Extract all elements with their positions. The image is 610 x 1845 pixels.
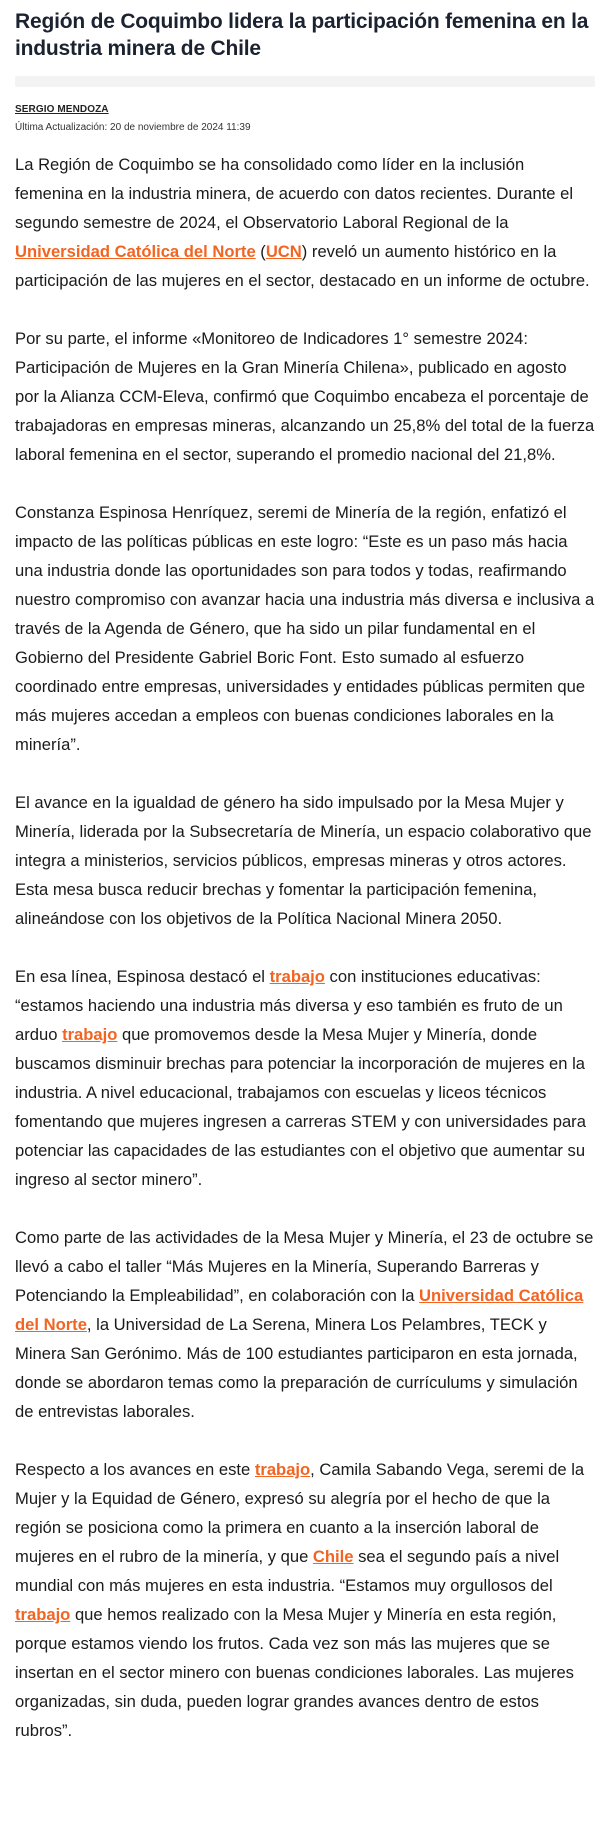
paragraph-3: Constanza Espinosa Henríquez, seremi de Minería de la región, enfatizó el impacto de las políticas públicas en este logro: “Este es un paso más hacia una industria donde las oportunidades son para todos y todas, reafirmando nuestro compromiso con avanzar hacia una industria más diversa e inclusiva a través de la Agenda de Género, que ha sido un pilar fundamental en el Gobierno del Presidente Gabriel Boric Font. Esto sumado al esfuerzo coordinado entre empresas, universidades y entidades públicas permiten que más mujeres accedan a empleos con buenas condiciones laborales en la minería”.	[15, 503, 595, 754]
paragraph-text: Como parte de las actividades de la Mesa Mujer y Minería, el 23 de octubre se llevó a cabo el taller “Más Mujeres en la Minería, Superando Barreras y Potenciando la Empleabilidad”, en colaboración con la	[15, 1228, 594, 1305]
link-trabajo[interactable]: trabajo	[62, 1025, 118, 1044]
paragraph-7	[15, 1455, 595, 1745]
author-link[interactable]: SERGIO MENDOZA	[15, 104, 109, 115]
link-ucn[interactable]: UCN	[265, 242, 302, 261]
last-updated: Última Actualización: 20 de noviembre de 2024 11:39	[15, 122, 251, 133]
paragraph-1	[15, 150, 595, 295]
paragraph-text: , Camila Sabando Vega, seremi de la Mujer y la Equidad de Género, expresó su alegría por el hecho de que la región se posiciona como la primera en cuanto a la inserción laboral de mujeres en el rubro de la minería, y que	[15, 1460, 585, 1566]
paragraph-6	[15, 1223, 595, 1426]
paragraph-text: La Región de Coquimbo se ha consolidado como líder en la inclusión femenina en la industria minera, de acuerdo con datos recientes. Durante el segundo semestre de 2024, el Observatorio Laboral Regional de la	[15, 155, 574, 232]
article-title: Región de Coquimbo lidera la participación femenina en la industria minera de Chile	[15, 10, 589, 60]
title-divider	[15, 76, 595, 87]
link-chile[interactable]: Chile	[312, 1547, 354, 1566]
paragraph-2: Por su parte, el informe «Monitoreo de Indicadores 1° semestre 2024: Participación de Mujeres en la Gran Minería Chilena», publicado en agosto por la Alianza CCM-Eleva, confirmó que Coquimbo encabeza el porcentaje de trabajadoras en empresas mineras, alcanzando un 25,8% del total de la fuerza laboral femenina en el sector, superando el promedio nacional del 21,8%.	[15, 329, 595, 464]
paragraph-text: que promovemos desde la Mesa Mujer y Minería, donde buscamos disminuir brechas para potenciar la incorporación de mujeres en la industria. A nivel educacional, trabajamos con escuelas y liceos técnicos fomentando que mujeres ingresen a carreras STEM y con universidades para potenciar las capacidades de las estudiantes con el objetivo que aumentar su ingreso al sector minero”.	[15, 1025, 586, 1189]
paragraph-text: , la Universidad de La Serena, Minera Los Pelambres, TECK y Minera San Gerónimo. Más de 100 estudiantes participaron en esta jornada, donde se abordaron temas como la preparación de currículums y simulación de entrevistas laborales.	[15, 1315, 578, 1421]
paragraph-5	[15, 962, 595, 1194]
paragraph-text: que hemos realizado con la Mesa Mujer y Minería en esta región, porque estamos viendo los frutos. Cada vez son más las mujeres que se insertan en el sector minero con buenas condiciones laborales. Las mujeres organizadas, sin duda, pueden lograr grandes avances dentro de estos rubros”.	[15, 1605, 574, 1740]
paragraph-4: El avance en la igualdad de género ha sido impulsado por la Mesa Mujer y Minería, liderada por la Subsecretaría de Minería, un espacio colaborativo que integra a ministerios, servicios públicos, empresas mineras y otros actores. Esta mesa busca reducir brechas y fomentar la participación femenina, alineándose con los objetivos de la Política Nacional Minera 2050.	[15, 793, 592, 928]
article-body	[15, 150, 595, 1745]
link-universidad-catolica-del-norte[interactable]: Universidad Católica del Norte	[15, 1286, 584, 1334]
paragraph-text: con instituciones educativas: “estamos haciendo una industria más diversa y eso también es fruto de un arduo	[15, 967, 563, 1044]
link-trabajo[interactable]: trabajo	[15, 1605, 71, 1624]
link-universidad-catolica-del-norte[interactable]: Universidad Católica del Norte	[15, 242, 256, 261]
paragraph-text: Respecto a los avances en este	[15, 1460, 255, 1479]
byline	[15, 99, 595, 133]
link-trabajo[interactable]: trabajo	[269, 967, 325, 986]
paragraph-text: sea el segundo país a nivel mundial con más mujeres en esta industria. “Estamos muy orgullosos del	[15, 1547, 560, 1595]
paragraph-text: ) reveló un aumento histórico en la participación de las mujeres en el sector, destacado en un informe de octubre.	[15, 242, 590, 290]
link-trabajo[interactable]: trabajo	[254, 1460, 311, 1479]
paragraph-text: En esa línea, Espinosa destacó el	[15, 967, 270, 986]
paragraph-text: (	[255, 242, 266, 261]
